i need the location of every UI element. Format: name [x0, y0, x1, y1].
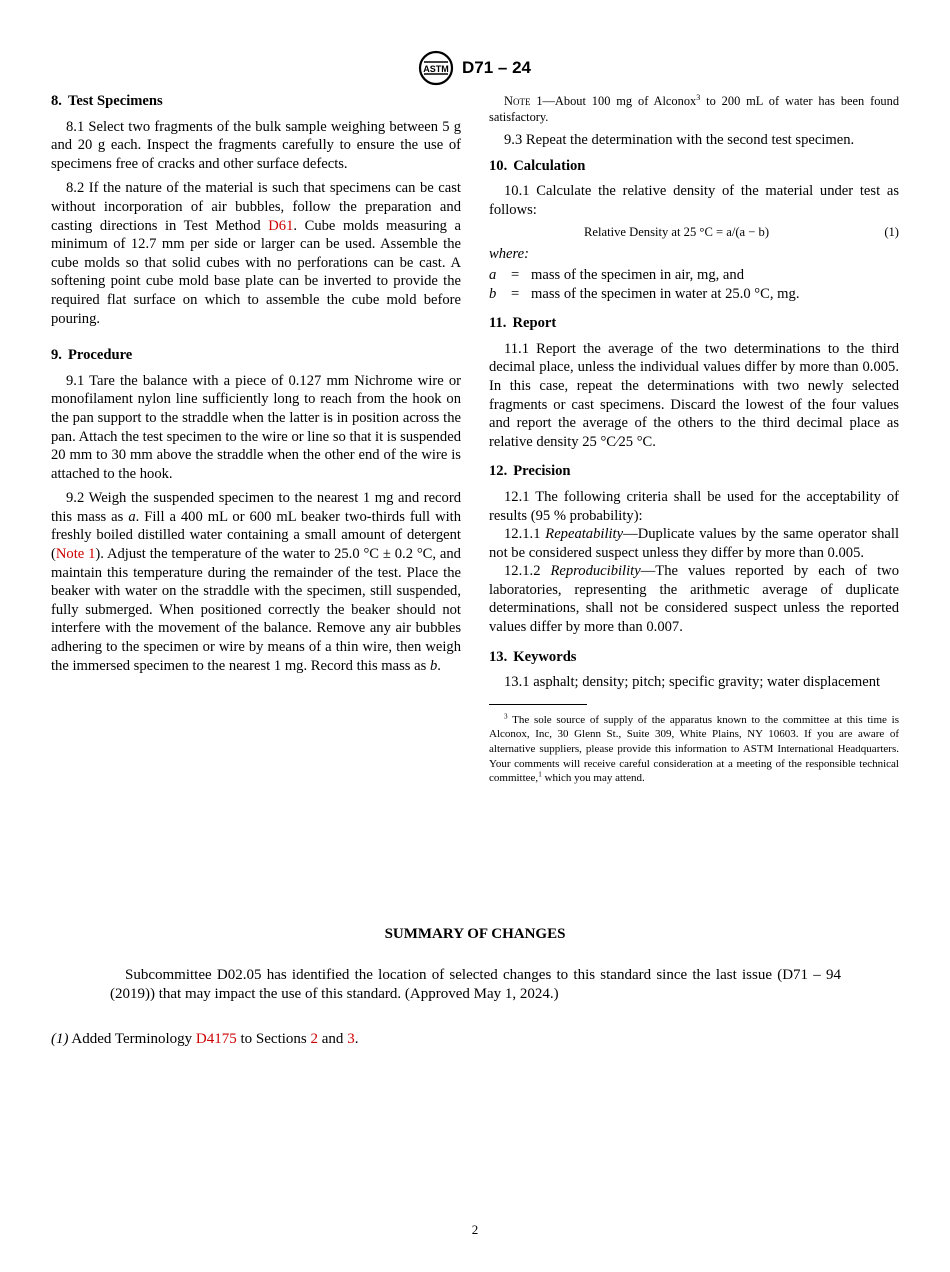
where-label: where: [489, 246, 529, 263]
svg-text:ASTM: ASTM [423, 64, 449, 74]
right-column [489, 92, 899, 786]
footnote-3: $^3$ The sole source of supply of the apparatus known to the committee at this time is Alconox, Inc, 30 Glenn St., Suite 309, White Plains, NY 10603. If you are aware of alternative suppliers, please provide this information to ASTM International Headquarters. Your comments will receive careful consideration at a meeting of the responsible technical committee,$^1$ which you may attend. [489, 712, 899, 785]
definition-a: a = mass of the specimen in air, mg, and [489, 266, 744, 283]
para-9-1: 9.1 Tare the balance with a piece of 0.127 mm Nichrome wire or monofilament nylon line sufficiently long to reach from the hook on the pan support to the straddle when the latter is in position across the pan. Attach the test specimen to the wire or line so that it is suspended 20 mm to 30 mm above the straddle when the other end of the wire is attached to the hook. [51, 372, 461, 482]
change-item-1: (1) Added Terminology D4175 to Sections 2 and 3. [51, 1031, 359, 1047]
para-12-1-2: 12.1.2 Reproducibility—The values reported by each of two laboratories, representing the arithmetic average of duplicate determinations, shall not be considered suspect unless the reported values differ by more than 0.007. [489, 563, 899, 636]
para-13-1: 13.1 asphalt; density; pitch; specific gravity; water displacement [504, 674, 881, 691]
definition-b: b = mass of the specimen in water at 25.0 °C, mg. [489, 285, 800, 302]
equation-1 [489, 221, 899, 243]
equation-number: (1) [884, 225, 899, 240]
note-1: Note 1—About 100 mg of Alconox$^3$ to 200 mL of water has been found satisfactory. [489, 92, 900, 124]
section-12-heading: 12. Precision [489, 463, 571, 480]
footnote-divider [489, 704, 587, 705]
page-header [0, 50, 950, 86]
section-13-heading: 13. Keywords [489, 648, 577, 665]
link-d61[interactable]: D61 [268, 217, 294, 234]
equation-text: Relative Density at 25 °C = a/(a − b) [584, 225, 770, 240]
section-11-heading: 11. Report [489, 315, 557, 332]
para-11-1: 11.1 Report the average of the two determinations to the third decimal place, unless the individual values differ by more than 0.005. In this case, repeat the determinations with two newly selected fragments or cast specimens. Discard the lowest of the four values and report the average of the others to the third decimal place as relative density 25 °C⁄25 °C. [489, 340, 899, 450]
section-8-heading: 8. Test Specimens [51, 93, 163, 109]
standard-designation: D71 – 24 [462, 58, 531, 77]
para-12-1-1: 12.1.1 Repeatability—Duplicate values by the same operator shall not be considered suspect unless they differ by more than 0.005. [489, 526, 899, 561]
para-9-2: 9.2 Weigh the suspended specimen to the nearest 1 mg and record this mass as a. Fill a 400 mL or 600 mL beaker two-thirds full with freshly boiled distilled water containing a small amount of detergent (Note 1). Adjust the temperature of the water to 25.0 °C ± 0.2 °C, and maintain this temperature during the remainder of the test. Place the beaker with water on the straddle with the specimen, still suspended, fully submerged. When positioned correctly the beaker should not interfere with the movement of the balance. Remove any air bubbles adhering to the specimen or wire by means of a thin wire, then weigh the immersed specimen to the nearest 1 mg. Record this mass as b. [51, 490, 462, 674]
link-note-1[interactable]: Note 1 [55, 546, 96, 563]
link-d4175[interactable]: D4175 [195, 1031, 237, 1047]
para-9-3: 9.3 Repeat the determination with the second test specimen. [504, 132, 855, 148]
para-8-2: 8.2 If the nature of the material is such that specimens can be cast without incorporation of air bubbles, follow the preparation and casting directions in Test Method D61. Cube molds measuring a minimum of 12.7 mm per side or larger can be used. Assemble the cube molds so that solid cubes with no perforations can be cast. A softening point cube mold base plate can be inverted to provide the required flat surface on which to assemble the cube mold before pouring. [51, 180, 461, 327]
astm-logo-icon [418, 50, 454, 86]
left-column [51, 92, 461, 675]
section-10-heading: 10. Calculation [489, 157, 586, 174]
para-12-1: 12.1 The following criteria shall be used for the acceptability of results (95 % probability): [489, 488, 899, 524]
summary-of-changes-title: SUMMARY OF CHANGES [384, 926, 566, 942]
section-9-heading: 9. Procedure [51, 347, 133, 364]
link-section-3[interactable]: 3 [347, 1031, 355, 1047]
para-8-1: 8.1 Select two fragments of the bulk sample weighing between 5 g and 20 g each. Inspect the fragments carefully to ensure the use of specimens free of cracks and other surface defects. [51, 118, 461, 172]
link-section-2[interactable]: 2 [310, 1031, 319, 1047]
para-10-1: 10.1 Calculate the relative density of the material under test as follows: [489, 183, 899, 218]
summary-of-changes-text: Subcommittee D02.05 has identified the location of selected changes to this standard since the last issue (D71 – 94 (2019)) that may impact the use of this standard. (Approved May 1, 2024.) [110, 967, 841, 1002]
page-number: 2 [471, 1222, 479, 1237]
